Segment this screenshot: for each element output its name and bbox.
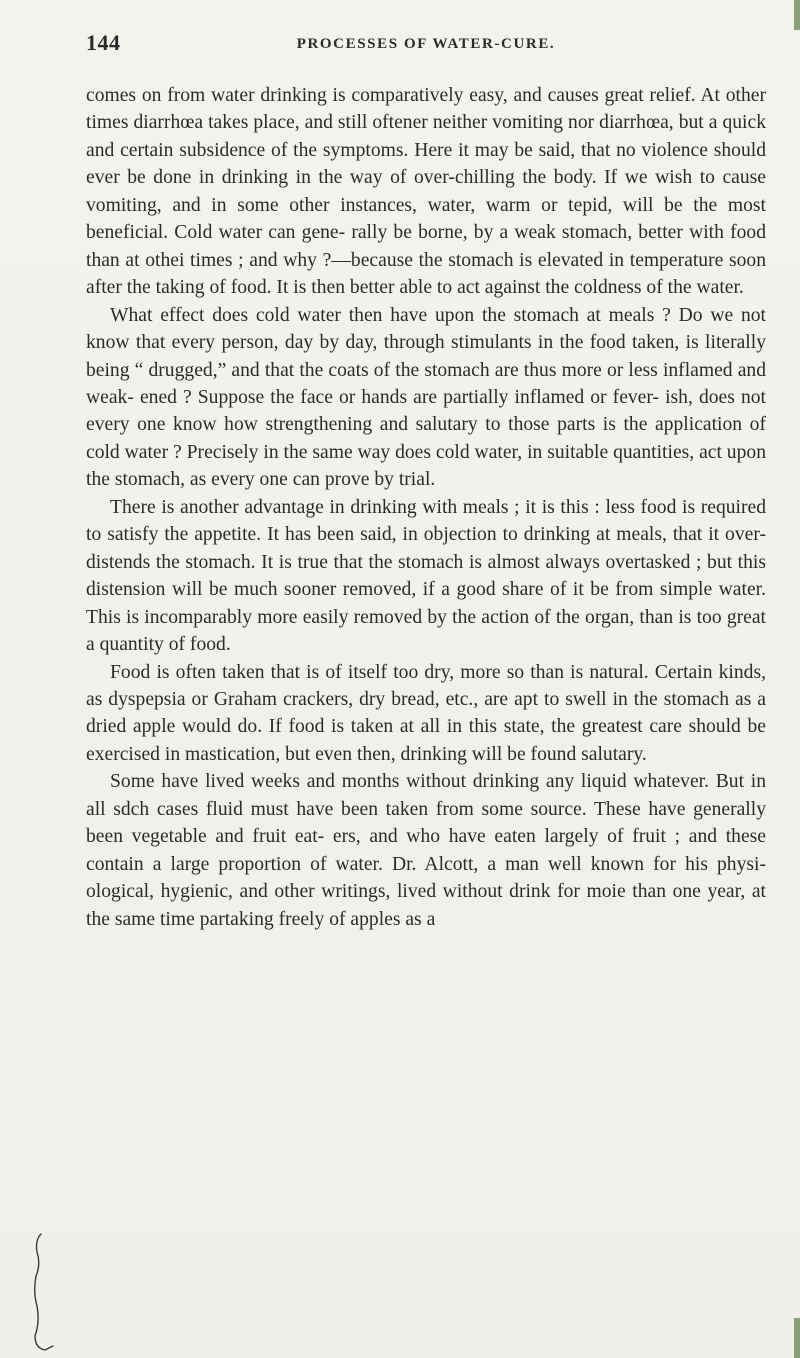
running-head: PROCESSES OF WATER-CURE. <box>296 36 556 52</box>
paragraph: Some have lived weeks and months without drinking any liquid whatever. But in all sdch cases fluid must have been taken from some source. These have generally been vegetable and fruit eat- ers, and who have eaten largely of fruit ; and these contain a large proportion of water. Dr. Alcott, a man well known for his physi- ological, hygienic, and other writings, lived without drink for moie than one year, at the same time partaking freely of apples as a <box>86 771 766 930</box>
page-number: 144 <box>86 30 121 55</box>
page-edge-mark-bottom <box>794 1318 800 1358</box>
paragraph: There is another advantage in drinking with meals ; it is this : less food is required to satisfy the appetite. It has been said, in objection to drinking at meals, that it over-distends the stomach. It is true that the stomach is almost always overtasked ; but this distension will be much sooner removed, if a good share of it be from simple water. This is incomparably more easily removed by the action of the organ, than is too great a quantity of food. <box>86 496 766 656</box>
paragraph: What effect does cold water then have upon the stomach at meals ? Do we not know that every person, day by day, through stimulants in the food taken, is literally being “ drugged,” and that the coats of the stomach are thus more or less inflamed and weak- ened ? Suppose the face or hands are partially inflamed or fever- ish, does not every one know how strengthening and salutary to those parts is the application of cold water ? Precisely in the same way does cold water, in suitable quantities, act upon the stomach, as every one can prove by trial. <box>86 304 766 491</box>
margin-bracket-mark <box>33 1232 55 1354</box>
paragraph: comes on from water drinking is comparatively easy, and causes great relief. At other times diarrhœa takes place, and still oftener neither vomiting nor diarrhœa, but a quick and certain subsidence of the symptoms. Here it may be said, that no violence should ever be done in drinking in the way of over-chilling the body. If we wish to cause vomiting, and in some other instances, water, warm or tepid, will be the most beneficial. Cold water can gene- rally be borne, by a weak stomach, better with food than at othei times ; and why ?—because the stomach is elevated in temperature soon after the taking of food. It is then better able to act against the coldness of the water. <box>86 85 766 299</box>
body-text <box>86 82 766 933</box>
page-header <box>86 30 766 60</box>
paragraph: Food is often taken that is of itself too dry, more so than is natural. Certain kinds, as dyspepsia or Graham crackers, dry bread, etc., are apt to swell in the stomach as a dried apple would do. If food is taken at all in this state, the greatest care should be exercised in mastication, but even then, drinking will be found salutary. <box>86 661 766 765</box>
page-edge-mark-top <box>794 0 800 30</box>
